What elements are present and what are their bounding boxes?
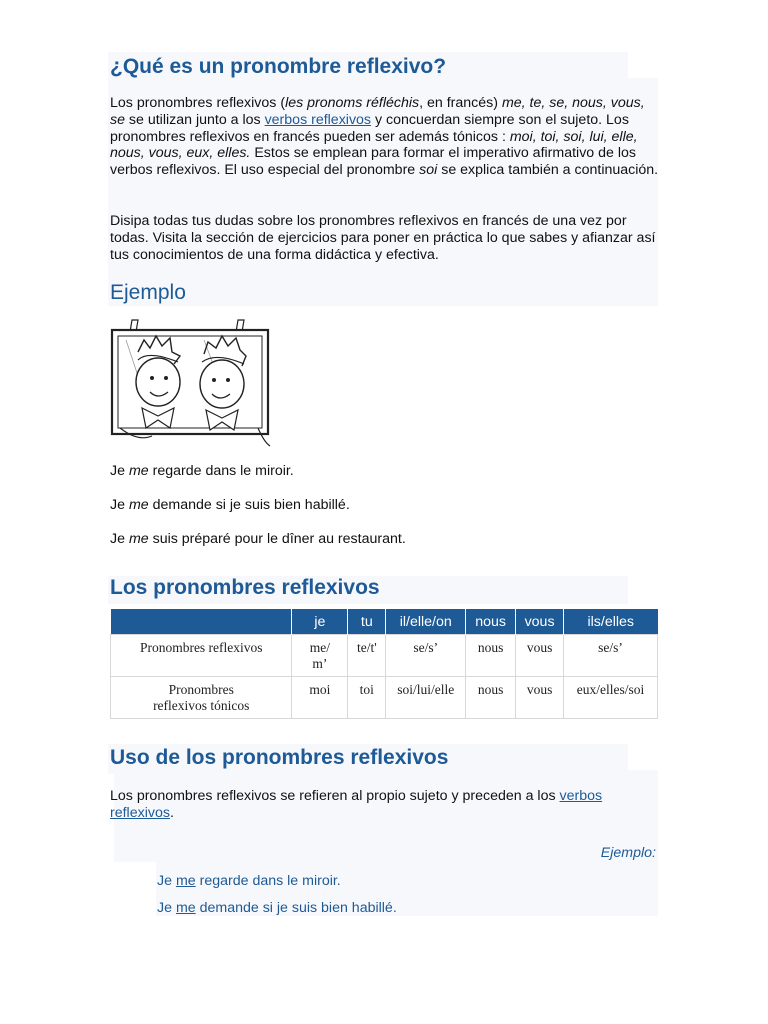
table-cell: nous bbox=[466, 635, 516, 677]
ejemplo-heading: Ejemplo bbox=[110, 281, 186, 304]
table-header-cell: tu bbox=[348, 609, 386, 635]
uso-paragraph: Los pronombres reflexivos se refieren al propio sujeto y preceden a los verbos reflexivos. bbox=[110, 788, 603, 821]
table-section-title: Los pronombres reflexivos bbox=[110, 576, 380, 599]
table-cell: toi bbox=[348, 677, 386, 719]
table-row bbox=[111, 635, 658, 677]
mirror-illustration bbox=[108, 316, 274, 450]
page-title: ¿Qué es un pronombre reflexivo? bbox=[110, 55, 447, 78]
example-label: Ejemplo: bbox=[600, 845, 656, 861]
uso-example-1: Je me regarde dans le miroir. bbox=[157, 873, 341, 889]
table-cell: vous bbox=[516, 677, 564, 719]
table-header-cell: il/elle/on bbox=[386, 609, 466, 635]
table-cell: se/s’ bbox=[386, 635, 466, 677]
table-cell: moi bbox=[292, 677, 348, 719]
table-header-cell bbox=[111, 609, 292, 635]
verbos-reflexivos-link-2[interactable]: verbos reflexivos bbox=[110, 788, 603, 821]
table-header-row bbox=[111, 609, 658, 635]
exercises-paragraph: Disipa todas tus dudas sobre los pronombres reflexivos en francés de una vez por todas. Visita la sección de ejercicios para poner en práctica lo que sabes y afianzar así tus conocimientos de una forma didáctica y efectiva. bbox=[110, 213, 656, 263]
example-sentence-1: Je me regarde dans le miroir. bbox=[110, 463, 294, 479]
uso-example-2: Je me demande si je suis bien habillé. bbox=[157, 900, 397, 916]
table-header-cell: ils/elles bbox=[564, 609, 658, 635]
table-header-cell: vous bbox=[516, 609, 564, 635]
uso-section-title: Uso de los pronombres reflexivos bbox=[110, 746, 449, 769]
table-header-cell: je bbox=[292, 609, 348, 635]
reflexive-pronouns-table bbox=[110, 609, 658, 719]
table-cell: te/t' bbox=[348, 635, 386, 677]
table-row bbox=[111, 677, 658, 719]
table-cell: me/ m’ bbox=[292, 635, 348, 677]
example-sentence-3: Je me suis préparé pour le dîner au restaurant. bbox=[110, 531, 406, 547]
table-header-cell: nous bbox=[466, 609, 516, 635]
table-cell: vous bbox=[516, 635, 564, 677]
table-cell: eux/elles/soi bbox=[564, 677, 658, 719]
table-row-label: Pronombres reflexivos tónicos bbox=[111, 677, 292, 719]
table-cell: se/s’ bbox=[564, 635, 658, 677]
table-cell: nous bbox=[466, 677, 516, 719]
verbos-reflexivos-link[interactable]: verbos reflexivos bbox=[264, 111, 372, 128]
example-sentence-2: Je me demande si je suis bien habillé. bbox=[110, 497, 350, 513]
intro-paragraph: Los pronombres reflexivos (les pronoms réfléchis, en francés) me, te, se, nous, vous, se se utilizan junto a los verbos reflexivos y concuerdan siempre son el sujeto. Los pronombres reflexivos en francés pueden ser además tónicos : moi, toi, soi, lui, elle, nous, vous, eux, elles. Estos se emplean para formar el imperativo afirmativo de los verbos reflexivos. El uso especial del pronombre soi se explica también a continuación. bbox=[110, 95, 659, 179]
table-row-label: Pronombres reflexivos bbox=[111, 635, 292, 677]
table-cell: soi/lui/elle bbox=[386, 677, 466, 719]
